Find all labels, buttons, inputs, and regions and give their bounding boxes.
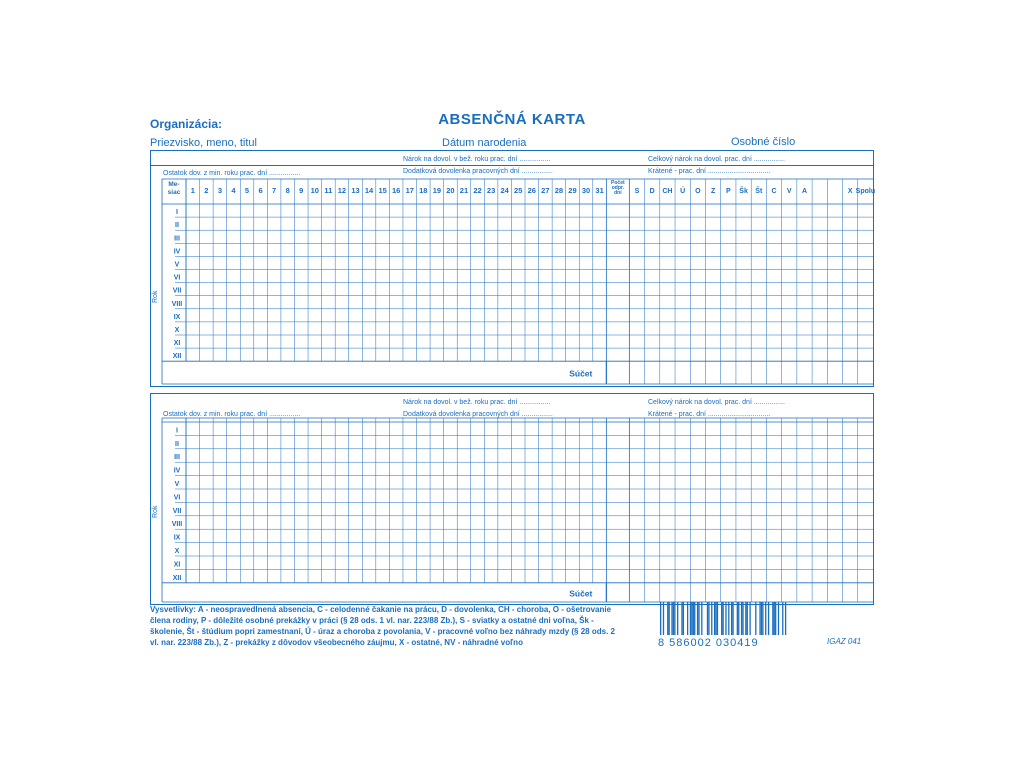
year-label: Rok xyxy=(152,290,159,303)
barcode-bar xyxy=(698,602,699,635)
barcode-bar xyxy=(683,602,684,635)
barcode-bar xyxy=(742,602,743,635)
remainder-label: Ostatok dov. z min. roku prac. dní ................ xyxy=(163,411,301,418)
code-header: Šk xyxy=(739,188,748,195)
organization-label: Organizácia: xyxy=(150,117,223,131)
sum-label: Súčet xyxy=(569,588,593,599)
barcode-bar xyxy=(738,602,739,635)
count-header: Počet xyxy=(611,180,625,186)
day-header: 29 xyxy=(568,186,577,195)
sum-label: Súčet xyxy=(569,368,593,379)
barcode-bar xyxy=(677,602,678,635)
day-header: 26 xyxy=(527,186,536,195)
reduced-days-label: Krátené - prac. dní ................................ xyxy=(648,168,771,175)
code-header: P xyxy=(726,188,731,195)
day-header: 8 xyxy=(285,186,290,195)
month-label: VI xyxy=(173,274,181,282)
month-label: II xyxy=(175,222,179,230)
month-label: X xyxy=(174,548,180,555)
barcode-bar xyxy=(768,602,769,635)
legend-text: Vysvetlivky: A - neospravedlnená absencia, C - celodenné čakanie na prácu, D - dovolenka, CH - choroba, O - ošetrovanie člena rodiny, P - dôležité osobné prekážky v práci (§ 28 ods. 1 vl. nar. 223/88 Zb.), S - sviatky a ostatné dni voľna, Šk - školenie, Št - štúdium popri zamestnaní, Ú - úraz a choroba z povolania, V - pracovné voľno bez náhrady mzdy (§ 28 ods. 2 vl. nar. 223/88 Zb.), Z - prekážky z dôvodov všeobecného záujmu, X - ostatné, NV - náhradné voľno xyxy=(150,605,615,647)
barcode-bar xyxy=(711,602,712,635)
month-label: XI xyxy=(173,340,181,348)
barcode-bar xyxy=(747,602,748,635)
remainder-label: Ostatok dov. z min. roku prac. dní ................ xyxy=(163,170,301,177)
month-label: I xyxy=(176,209,178,217)
month-label: V xyxy=(174,481,180,488)
month-label: I xyxy=(176,427,178,435)
barcode-bar xyxy=(725,602,726,635)
total-entitlement-label: Celkový nárok na dovol. prac. dní ................ xyxy=(648,399,785,406)
barcode-bar xyxy=(745,602,746,635)
barcode-bar xyxy=(782,602,783,635)
barcode-bar xyxy=(693,602,694,635)
day-header: 31 xyxy=(595,186,604,195)
day-header: 15 xyxy=(378,186,387,195)
entitlement-label: Nárok na dovol. v bež. roku prac. dní ................ xyxy=(403,156,551,163)
entitlement-label: Nárok na dovol. v bež. roku prac. dní ................ xyxy=(403,399,551,406)
month-label: III xyxy=(174,235,180,243)
day-header: 14 xyxy=(364,186,374,195)
barcode-bar xyxy=(687,602,688,635)
absence-grid-1 xyxy=(151,151,875,388)
barcode-bar xyxy=(772,602,773,635)
barcode-bar xyxy=(708,602,709,635)
barcode-bar xyxy=(671,602,672,635)
month-label: III xyxy=(174,454,180,462)
month-label: VII xyxy=(172,287,182,295)
month-label: IX xyxy=(173,534,181,542)
code-header: Z xyxy=(710,188,716,195)
barcode-bar xyxy=(669,602,670,635)
month-label: VIII xyxy=(171,300,183,308)
barcode-bar xyxy=(785,602,786,635)
month-label: X xyxy=(174,327,180,334)
month-header: siac xyxy=(167,189,181,196)
reduced-days-label: Krátené - prac. dní ................................ xyxy=(648,411,771,418)
barcode-bar xyxy=(660,602,661,635)
barcode-bar xyxy=(741,602,742,635)
day-header: 23 xyxy=(486,186,496,195)
day-header: 17 xyxy=(405,186,414,195)
code-header: Št xyxy=(755,188,763,195)
barcode-number: 8 586002 030419 xyxy=(658,637,759,649)
barcode-bar xyxy=(765,602,766,635)
code-header: Ú xyxy=(680,188,686,195)
page-title: ABSENČNÁ KARTA xyxy=(438,111,586,128)
day-header: 1 xyxy=(190,186,195,195)
barcode-bar xyxy=(737,602,738,635)
day-header: 20 xyxy=(446,186,455,195)
day-header: 4 xyxy=(231,186,236,195)
personal-number-label: Osobné číslo xyxy=(731,136,796,148)
month-label: XII xyxy=(172,574,182,582)
barcode-bar xyxy=(722,602,723,635)
barcode-bar xyxy=(707,602,708,635)
day-header: 24 xyxy=(500,186,509,195)
barcode-bar xyxy=(717,602,718,635)
barcode-bar xyxy=(778,602,779,635)
day-header: 21 xyxy=(459,186,469,195)
month-label: IV xyxy=(173,467,181,475)
day-header: 28 xyxy=(554,186,564,195)
barcode-bar xyxy=(714,602,715,635)
barcode-bar xyxy=(728,602,729,635)
count-header: dní xyxy=(614,190,622,196)
code-header: Spolu xyxy=(855,188,876,195)
barcode-bar xyxy=(691,602,692,635)
barcode-bar xyxy=(667,602,668,635)
day-header: 2 xyxy=(204,186,209,195)
code-header: C xyxy=(771,188,777,195)
barcode-bar xyxy=(697,602,698,635)
barcode-bar xyxy=(774,602,775,635)
count-header: odpr. xyxy=(611,185,624,191)
barcode-bar xyxy=(775,602,776,635)
day-header: 5 xyxy=(244,186,250,195)
code-header: X xyxy=(847,188,853,195)
absence-grid-2 xyxy=(151,394,875,606)
day-header: 30 xyxy=(581,186,591,195)
day-header: 10 xyxy=(310,186,319,195)
barcode-bar xyxy=(663,602,664,635)
form-code: IGAZ 041 xyxy=(827,637,862,646)
barcode-bar xyxy=(701,602,702,635)
absence-section-2 xyxy=(150,393,874,605)
day-header: 27 xyxy=(541,186,550,195)
barcode-bar xyxy=(690,602,691,635)
absence-section-1 xyxy=(150,150,874,387)
barcode-bar xyxy=(694,602,695,635)
day-header: 11 xyxy=(324,186,333,195)
day-header: 7 xyxy=(272,186,277,195)
birthdate-field-label: Dátum narodenia xyxy=(442,137,527,149)
code-header: S xyxy=(634,188,640,195)
barcode-bar xyxy=(759,602,760,635)
month-label: VII xyxy=(172,507,182,515)
month-header: Me- xyxy=(168,181,180,188)
barcode-bar xyxy=(715,602,716,635)
day-header: 22 xyxy=(473,186,482,195)
day-header: 25 xyxy=(514,186,523,195)
name-field-label: Priezvisko, meno, titul xyxy=(150,137,257,149)
month-label: XII xyxy=(172,353,182,361)
month-label: VIII xyxy=(171,521,183,529)
day-header: 12 xyxy=(337,186,347,195)
code-header: A xyxy=(801,188,808,195)
day-header: 19 xyxy=(432,186,442,195)
code-header: D xyxy=(649,188,655,195)
year-label: Rok xyxy=(152,505,159,518)
day-header: 6 xyxy=(258,186,263,195)
day-header: 16 xyxy=(392,186,401,195)
barcode-bar xyxy=(673,602,674,635)
day-header: 18 xyxy=(419,186,428,195)
barcode-bar xyxy=(749,602,750,635)
barcode-bar xyxy=(762,602,763,635)
code-header: V xyxy=(786,188,792,195)
additional-leave-label: Dodatková dovolenka pracovných dní ................ xyxy=(403,168,553,175)
barcode-bar xyxy=(755,602,756,635)
barcode-bar xyxy=(732,602,733,635)
code-header: CH xyxy=(662,188,673,195)
month-label: V xyxy=(174,261,180,269)
barcode-bar xyxy=(761,602,762,635)
barcode-bar xyxy=(731,602,732,635)
day-header: 3 xyxy=(217,186,222,195)
total-entitlement-label: Celkový nárok na dovol. prac. dní ................ xyxy=(648,156,785,163)
code-header: O xyxy=(695,188,701,195)
month-label: VI xyxy=(173,494,181,502)
month-label: IV xyxy=(173,248,181,256)
day-header: 13 xyxy=(351,186,360,195)
month-label: XI xyxy=(173,561,181,569)
month-label: IX xyxy=(173,313,181,321)
month-label: II xyxy=(175,440,179,448)
barcode-bar xyxy=(681,602,682,635)
additional-leave-label: Dodatková dovolenka pracovných dní ................ xyxy=(403,411,553,418)
day-header: 9 xyxy=(299,186,304,195)
barcode-bar xyxy=(674,602,675,635)
barcode-bar xyxy=(721,602,722,635)
